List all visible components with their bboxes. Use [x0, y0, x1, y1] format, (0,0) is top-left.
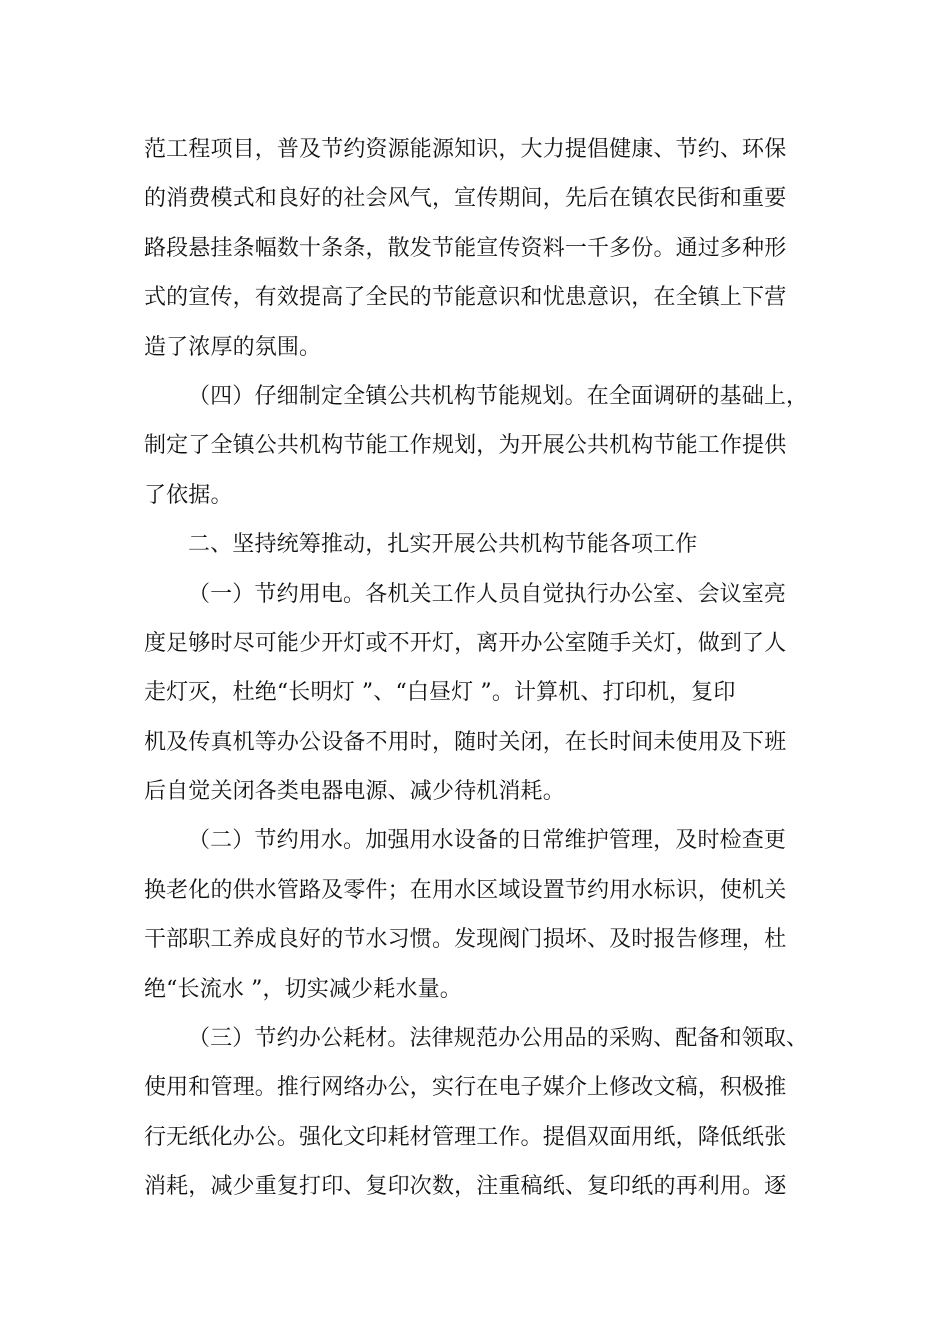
text-line: 路段悬挂条幅数十条条，散发节能宣传资料一千多份。通过多种形: [144, 235, 787, 261]
paragraph-heading-4: （四）仔细制定全镇公共机构节能规划。在全面调研的基础上，: [188, 383, 809, 409]
text-line: 度足够时尽可能少开灯或不开灯，离开办公室随手关灯，做到了人: [144, 630, 787, 656]
text-line: 的消费模式和良好的社会风气，宣传期间，先后在镇农民街和重要: [144, 186, 787, 212]
text-line: 干部职工养成良好的节水习惯。发现阀门损坏、及时报告修理，杜: [144, 927, 787, 953]
text-line: 机及传真机等办公设备不用时，随时关闭，在长时间未使用及下班: [144, 729, 787, 755]
text-line: 后自觉关闭各类电器电源、减少待机消耗。: [144, 779, 565, 805]
text-line: 造了浓厚的氛围。: [144, 334, 322, 360]
text-line: 走灯灭，杜绝“长明灯 ”、“白昼灯 ”。计算机、打印机，复印: [144, 680, 736, 706]
paragraph-heading-2: （二）节约用水。加强用水设备的日常维护管理，及时检查更: [188, 828, 787, 854]
section-heading-2: 二、坚持统筹推动，扎实开展公共机构节能各项工作: [188, 532, 698, 558]
text-line: 式的宣传，有效提高了全民的节能意识和忧患意识，在全镇上下营: [144, 285, 787, 311]
body-text: [144, 125, 810, 1212]
text-line: 绝“长流水 ”，切实减少耗水量。: [144, 976, 462, 1002]
text-line: 制定了全镇公共机构节能工作规划，为开展公共机构节能工作提供: [144, 433, 787, 459]
text-line: 范工程项目，普及节约资源能源知识，大力提倡健康、节约、环保: [144, 137, 787, 162]
paragraph-heading-1: （一）节约用电。各机关工作人员自觉执行办公室、会议室亮: [188, 581, 787, 607]
text-line: 行无纸化办公。强化文印耗材管理工作。提倡双面用纸，降低纸张: [144, 1124, 787, 1150]
paragraph-heading-3: （三）节约办公耗材。法律规范办公用品的采购、配备和领取、: [188, 1026, 809, 1052]
text-line: 了依据。: [144, 482, 233, 508]
text-line: 换老化的供水管路及零件；在用水区域设置节约用水标识，使机关: [144, 877, 787, 903]
text-line: 使用和管理。推行网络办公，实行在电子媒介上修改文稿，积极推: [144, 1075, 787, 1101]
text-line: 消耗，减少重复打印、复印次数，注重稿纸、复印纸的再利用。逐: [144, 1174, 787, 1200]
